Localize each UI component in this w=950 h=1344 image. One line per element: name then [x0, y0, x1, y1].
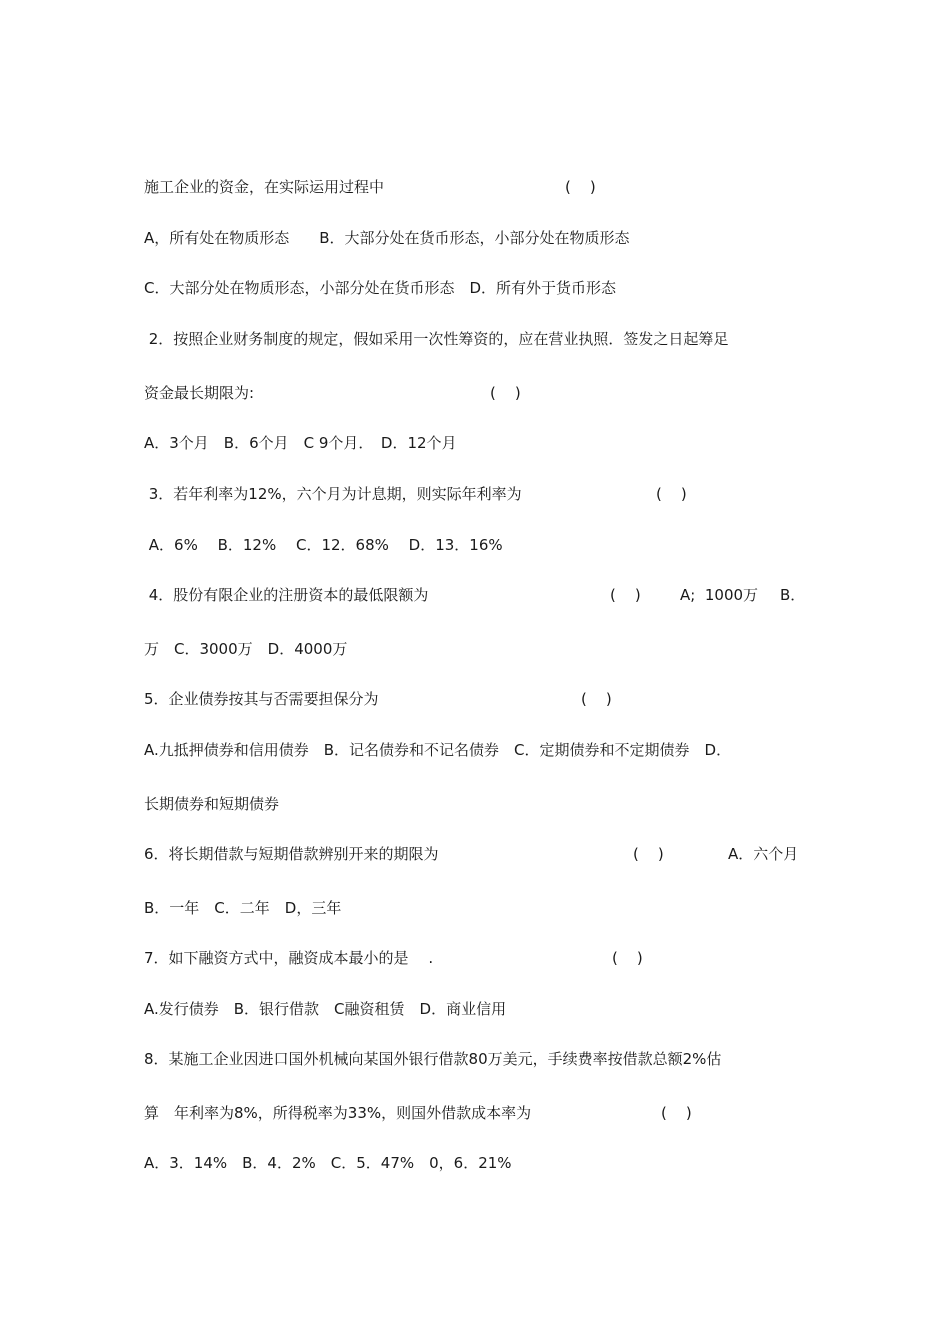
- q1-options-ab: A，所有处在物质形态 B．大部分处在货币形态，小部分处在物质形态: [144, 229, 630, 247]
- q3-options: A．6% B．12% C．12．68% D．13．16%: [144, 536, 503, 554]
- q4-option-b: B．: [780, 586, 806, 604]
- q7-stem: 7．如下融资方式中，融资成本最小的是 .: [144, 949, 434, 967]
- q5-options: A.九抵押债券和信用债券 B．记名债券和不记名债券 C．定期债券和不定期债券 D．: [144, 741, 732, 759]
- q5-stem: 5．企业债券按其与否需要担保分为: [144, 690, 379, 708]
- q1-options-cd: C．大部分处在物质形态，小部分处在货币形态 D．所有外于货币形态: [144, 279, 617, 297]
- q7-answer-blank: ( ): [612, 949, 643, 967]
- q1-answer-blank: ( ): [565, 178, 596, 196]
- q2-stem-cont: 资金最长期限为:: [144, 384, 255, 402]
- q5-options-cont: 长期债券和短期债券: [144, 795, 280, 813]
- q2-options: A．3个月 B．6个月 C 9个月． D．12个月: [144, 434, 457, 452]
- q4-stem: 4．股份有限企业的注册资本的最低限额为: [144, 586, 429, 604]
- q6-options-cont: B．一年 C．二年 D，三年: [144, 899, 342, 917]
- q4-option-a: A; 1000万: [680, 586, 759, 604]
- q2-answer-blank: ( ): [490, 384, 521, 402]
- q6-answer-blank: ( ): [633, 845, 664, 863]
- q4-options-cont: 万 C．3000万 D．4000万: [144, 640, 348, 658]
- q8-options: A．3．14% B．4．2% C．5．47% 0，6．21%: [144, 1154, 512, 1172]
- q2-stem: 2．按照企业财务制度的规定，假如采用一次性筹资的，应在营业执照．签发之日起筹足: [144, 330, 729, 348]
- q1-stem: 施工企业的资金，在实际运用过程中: [144, 178, 385, 196]
- q6-stem: 6．将长期借款与短期借款辨别开来的期限为: [144, 845, 439, 863]
- q7-options: A.发行债券 B．银行借款 C融资租赁 D．商业信用: [144, 1000, 507, 1018]
- q8-stem-cont: 算 年利率为8%，所得税率为33%，则国外借款成本率为: [144, 1104, 532, 1122]
- q5-answer-blank: ( ): [581, 690, 612, 708]
- q3-answer-blank: ( ): [656, 485, 687, 503]
- q8-stem: 8．某施工企业因进口国外机械向某国外银行借款80万美元，手续费率按借款总额2%估: [144, 1050, 722, 1068]
- q3-stem: 3．若年利率为12%，六个月为计息期，则实际年利率为: [144, 485, 522, 503]
- q6-option-a: A．六个月: [728, 845, 799, 863]
- q4-answer-blank: ( ): [610, 586, 641, 604]
- q8-answer-blank: ( ): [661, 1104, 692, 1122]
